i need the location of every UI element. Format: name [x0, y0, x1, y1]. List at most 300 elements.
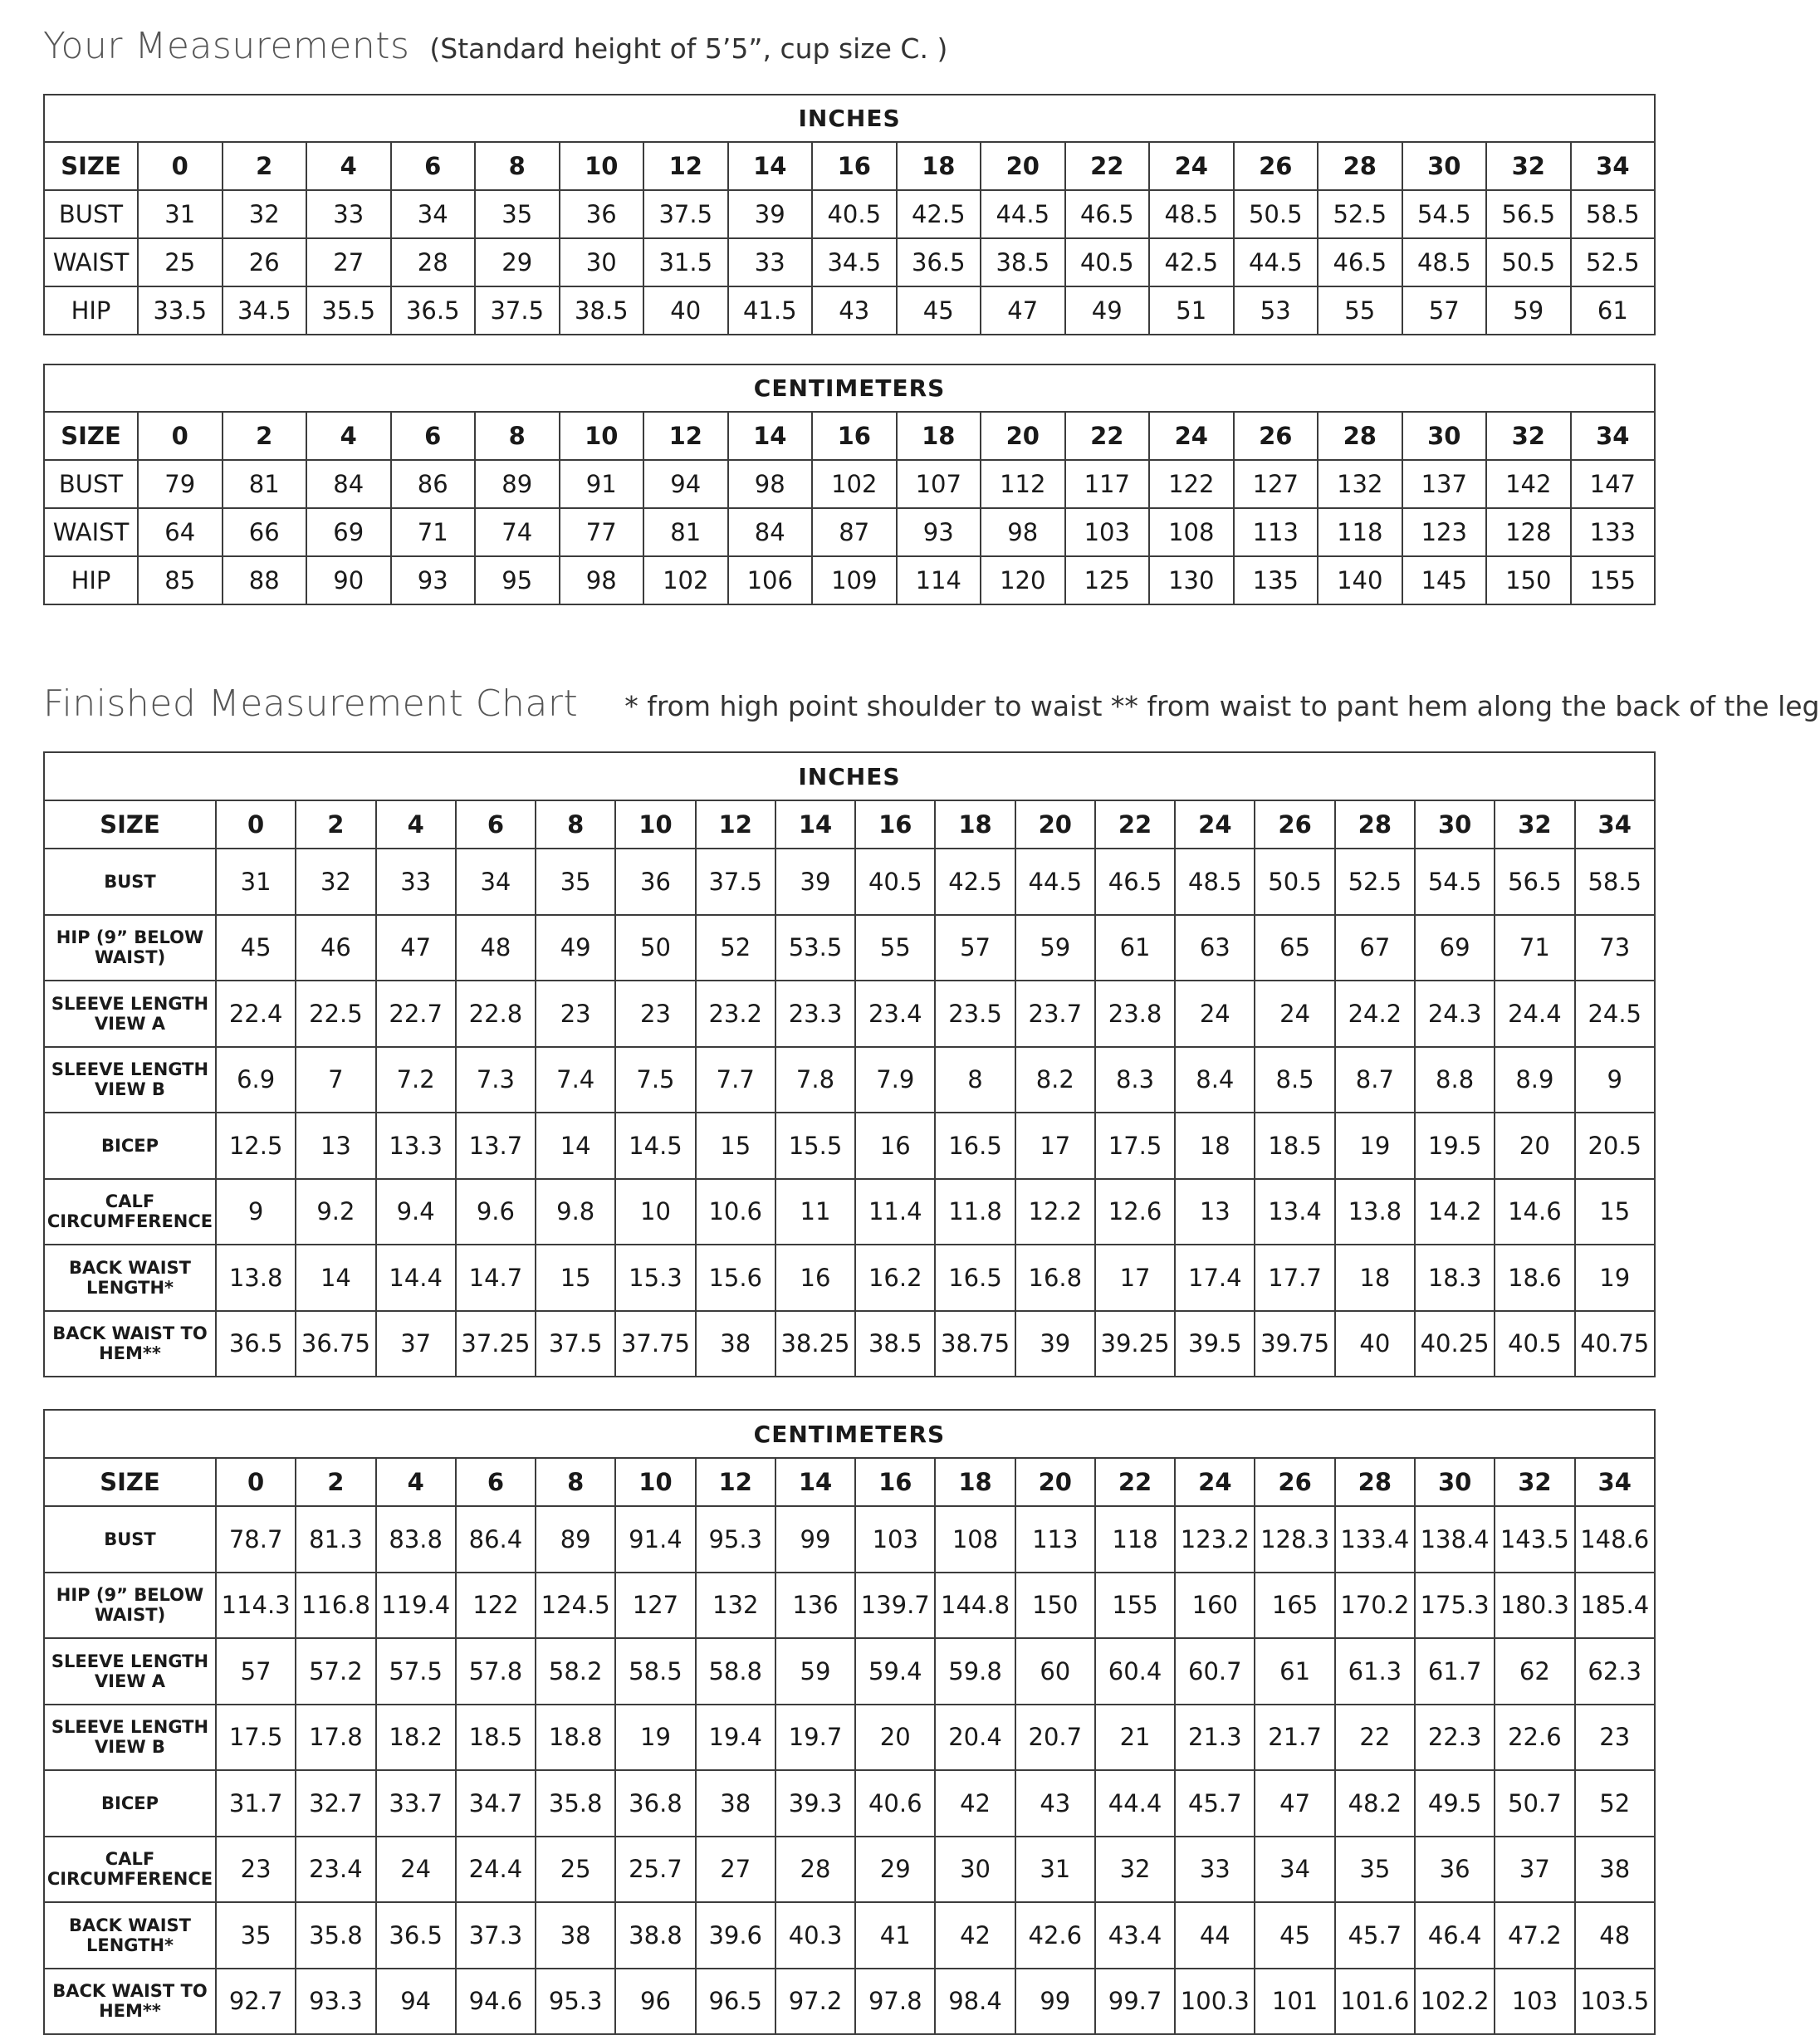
value-cell: 113: [1015, 1506, 1095, 1573]
size-label: SIZE: [44, 142, 138, 190]
value-cell: 24: [376, 1837, 456, 1903]
sleeve-length-view-a-row: [44, 981, 1655, 1047]
unit-header: INCHES: [44, 95, 1655, 142]
value-cell: 39: [728, 190, 813, 238]
calf-circumference-row: [44, 1179, 1655, 1245]
value-cell: 37.5: [696, 849, 775, 915]
row-label: WAIST: [44, 238, 138, 286]
value-cell: 34: [456, 849, 536, 915]
unit-header: INCHES: [44, 752, 1655, 800]
size-0-header: 0: [138, 142, 223, 190]
value-cell: 77: [560, 508, 644, 556]
value-cell: 46: [296, 915, 375, 981]
value-cell: 45: [1255, 1902, 1334, 1969]
size-26-header: 26: [1255, 800, 1334, 849]
size-4-header: 4: [376, 1458, 456, 1506]
value-cell: 58.8: [696, 1638, 775, 1705]
value-cell: 130: [1149, 556, 1234, 604]
size-6-header: 6: [391, 412, 476, 460]
size-10-header: 10: [615, 800, 695, 849]
bust-row: [44, 190, 1655, 238]
size-16-header: 16: [812, 412, 897, 460]
value-cell: 59: [1015, 915, 1095, 981]
value-cell: 14.5: [615, 1113, 695, 1179]
size-header-row: [44, 800, 1655, 849]
value-cell: 10.6: [696, 1179, 775, 1245]
value-cell: 52: [696, 915, 775, 981]
bust-row: [44, 849, 1655, 915]
value-cell: 24: [1255, 981, 1334, 1047]
value-cell: 39.3: [775, 1770, 855, 1837]
value-cell: 42: [935, 1902, 1015, 1969]
value-cell: 50.5: [1234, 190, 1319, 238]
row-label: BUST: [44, 849, 216, 915]
value-cell: 45.7: [1175, 1770, 1255, 1837]
size-34-header: 34: [1571, 142, 1656, 190]
value-cell: 18: [1335, 1245, 1415, 1311]
value-cell: 61: [1255, 1638, 1334, 1705]
size-10-header: 10: [560, 412, 644, 460]
value-cell: 128.3: [1255, 1506, 1334, 1573]
value-cell: 48.2: [1335, 1770, 1415, 1837]
row-label: BACK WAIST LENGTH*: [44, 1245, 216, 1311]
value-cell: 11: [775, 1179, 855, 1245]
value-cell: 23.7: [1015, 981, 1095, 1047]
value-cell: 22.8: [456, 981, 536, 1047]
value-cell: 19: [615, 1705, 695, 1771]
hip-row: [44, 286, 1655, 335]
value-cell: 22.3: [1415, 1705, 1495, 1771]
value-cell: 98: [981, 508, 1065, 556]
value-cell: 155: [1095, 1573, 1175, 1639]
value-cell: 20: [855, 1705, 935, 1771]
value-cell: 38: [696, 1311, 775, 1377]
value-cell: 89: [536, 1506, 615, 1573]
value-cell: 10: [615, 1179, 695, 1245]
value-cell: 25.7: [615, 1837, 695, 1903]
your-measurements-cm-table: [43, 364, 1656, 605]
row-label: CALF CIRCUMFERENCE: [44, 1179, 216, 1245]
size-22-header: 22: [1065, 412, 1150, 460]
size-12-header: 12: [696, 800, 775, 849]
bicep-row: [44, 1113, 1655, 1179]
value-cell: 59.8: [935, 1638, 1015, 1705]
value-cell: 60: [1015, 1638, 1095, 1705]
value-cell: 47.2: [1495, 1902, 1574, 1969]
size-6-header: 6: [456, 800, 536, 849]
value-cell: 128: [1486, 508, 1571, 556]
value-cell: 40.5: [1495, 1311, 1574, 1377]
value-cell: 44.5: [1234, 238, 1319, 286]
value-cell: 54.5: [1402, 190, 1487, 238]
value-cell: 32: [1095, 1837, 1175, 1903]
value-cell: 103: [855, 1506, 935, 1573]
value-cell: 17: [1095, 1245, 1175, 1311]
value-cell: 98.4: [935, 1969, 1015, 2035]
calf-circumference-row: [44, 1837, 1655, 1903]
row-label: SLEEVE LENGTH VIEW A: [44, 981, 216, 1047]
value-cell: 61: [1571, 286, 1656, 335]
size-32-header: 32: [1486, 142, 1571, 190]
value-cell: 42.6: [1015, 1902, 1095, 1969]
value-cell: 41: [855, 1902, 935, 1969]
value-cell: 59: [1486, 286, 1571, 335]
value-cell: 15.6: [696, 1245, 775, 1311]
hip-9-below-waist-row: [44, 915, 1655, 981]
value-cell: 23: [615, 981, 695, 1047]
value-cell: 36.5: [216, 1311, 296, 1377]
value-cell: 14.2: [1415, 1179, 1495, 1245]
value-cell: 150: [1486, 556, 1571, 604]
value-cell: 17.7: [1255, 1245, 1334, 1311]
value-cell: 43: [1015, 1770, 1095, 1837]
value-cell: 58.5: [1575, 849, 1655, 915]
value-cell: 145: [1402, 556, 1487, 604]
value-cell: 14.4: [376, 1245, 456, 1311]
value-cell: 40.5: [855, 849, 935, 915]
value-cell: 18: [1175, 1113, 1255, 1179]
size-10-header: 10: [560, 142, 644, 190]
row-label: BUST: [44, 1506, 216, 1573]
value-cell: 96.5: [696, 1969, 775, 2035]
value-cell: 17.4: [1175, 1245, 1255, 1311]
value-cell: 73: [1575, 915, 1655, 981]
value-cell: 147: [1571, 460, 1656, 508]
value-cell: 113: [1234, 508, 1319, 556]
size-12-header: 12: [696, 1458, 775, 1506]
value-cell: 61.7: [1415, 1638, 1495, 1705]
value-cell: 16.5: [935, 1245, 1015, 1311]
value-cell: 49: [1065, 286, 1150, 335]
size-14-header: 14: [728, 412, 813, 460]
value-cell: 48.5: [1175, 849, 1255, 915]
value-cell: 102: [812, 460, 897, 508]
row-label: HIP: [44, 556, 138, 604]
value-cell: 8.8: [1415, 1047, 1495, 1113]
value-cell: 63: [1175, 915, 1255, 981]
value-cell: 123.2: [1175, 1506, 1255, 1573]
your-measurements-title: Your Measurements: [43, 25, 410, 67]
value-cell: 15: [1575, 1179, 1655, 1245]
size-8-header: 8: [536, 1458, 615, 1506]
hip-9-below-waist-row: [44, 1573, 1655, 1639]
value-cell: 48.5: [1149, 190, 1234, 238]
size-8-header: 8: [536, 800, 615, 849]
size-8-header: 8: [475, 412, 560, 460]
value-cell: 7: [296, 1047, 375, 1113]
value-cell: 118: [1318, 508, 1402, 556]
value-cell: 39.5: [1175, 1311, 1255, 1377]
value-cell: 30: [560, 238, 644, 286]
value-cell: 23: [536, 981, 615, 1047]
size-20-header: 20: [1015, 800, 1095, 849]
value-cell: 35.8: [536, 1770, 615, 1837]
value-cell: 8.9: [1495, 1047, 1574, 1113]
value-cell: 24.4: [1495, 981, 1574, 1047]
value-cell: 23.4: [855, 981, 935, 1047]
value-cell: 33: [1175, 1837, 1255, 1903]
size-label: SIZE: [44, 412, 138, 460]
value-cell: 13.3: [376, 1113, 456, 1179]
unit-header: CENTIMETERS: [44, 364, 1655, 412]
value-cell: 15.5: [775, 1113, 855, 1179]
value-cell: 38: [1575, 1837, 1655, 1903]
row-label: SLEEVE LENGTH VIEW A: [44, 1638, 216, 1705]
value-cell: 36.5: [391, 286, 476, 335]
value-cell: 44: [1175, 1902, 1255, 1969]
back-waist-length-row: [44, 1902, 1655, 1969]
value-cell: 51: [1149, 286, 1234, 335]
row-label: SLEEVE LENGTH VIEW B: [44, 1705, 216, 1771]
value-cell: 46.5: [1318, 238, 1402, 286]
value-cell: 106: [728, 556, 813, 604]
size-4-header: 4: [376, 800, 456, 849]
value-cell: 89: [475, 460, 560, 508]
value-cell: 69: [306, 508, 391, 556]
value-cell: 34.5: [223, 286, 307, 335]
value-cell: 34.5: [812, 238, 897, 286]
value-cell: 35.5: [306, 286, 391, 335]
value-cell: 50: [615, 915, 695, 981]
value-cell: 58.5: [1571, 190, 1656, 238]
value-cell: 37: [1495, 1837, 1574, 1903]
size-30-header: 30: [1415, 1458, 1495, 1506]
value-cell: 23.4: [296, 1837, 375, 1903]
value-cell: 98: [728, 460, 813, 508]
size-label: SIZE: [44, 800, 216, 849]
value-cell: 56.5: [1486, 190, 1571, 238]
value-cell: 17: [1015, 1113, 1095, 1179]
value-cell: 18.5: [456, 1705, 536, 1771]
size-24-header: 24: [1175, 1458, 1255, 1506]
value-cell: 133: [1571, 508, 1656, 556]
value-cell: 118: [1095, 1506, 1175, 1573]
value-cell: 44.5: [981, 190, 1065, 238]
value-cell: 69: [1415, 915, 1495, 981]
size-32-header: 32: [1495, 1458, 1574, 1506]
value-cell: 37.5: [536, 1311, 615, 1377]
value-cell: 116.8: [296, 1573, 375, 1639]
value-cell: 132: [1318, 460, 1402, 508]
value-cell: 52.5: [1335, 849, 1415, 915]
value-cell: 102.2: [1415, 1969, 1495, 2035]
value-cell: 40.5: [812, 190, 897, 238]
your-measurements-heading: [43, 25, 947, 67]
bicep-row: [44, 1770, 1655, 1837]
value-cell: 40: [1335, 1311, 1415, 1377]
size-12-header: 12: [643, 412, 728, 460]
row-label: BICEP: [44, 1770, 216, 1837]
value-cell: 22.7: [376, 981, 456, 1047]
size-32-header: 32: [1495, 800, 1574, 849]
size-28-header: 28: [1335, 1458, 1415, 1506]
value-cell: 7.7: [696, 1047, 775, 1113]
value-cell: 18.8: [536, 1705, 615, 1771]
value-cell: 17.5: [216, 1705, 296, 1771]
value-cell: 142: [1486, 460, 1571, 508]
value-cell: 101.6: [1335, 1969, 1415, 2035]
value-cell: 44.5: [1015, 849, 1095, 915]
size-10-header: 10: [615, 1458, 695, 1506]
value-cell: 7.5: [615, 1047, 695, 1113]
value-cell: 37.25: [456, 1311, 536, 1377]
value-cell: 55: [1318, 286, 1402, 335]
value-cell: 8.3: [1095, 1047, 1175, 1113]
value-cell: 38: [536, 1902, 615, 1969]
size-26-header: 26: [1234, 412, 1319, 460]
back-waist-to-hem-row: [44, 1311, 1655, 1377]
value-cell: 85: [138, 556, 223, 604]
value-cell: 23.2: [696, 981, 775, 1047]
value-cell: 30: [935, 1837, 1015, 1903]
value-cell: 58.2: [536, 1638, 615, 1705]
size-2-header: 2: [223, 412, 307, 460]
value-cell: 24.5: [1575, 981, 1655, 1047]
value-cell: 22: [1335, 1705, 1415, 1771]
value-cell: 148.6: [1575, 1506, 1655, 1573]
value-cell: 43: [812, 286, 897, 335]
value-cell: 26: [223, 238, 307, 286]
value-cell: 17.5: [1095, 1113, 1175, 1179]
value-cell: 34: [1255, 1837, 1334, 1903]
value-cell: 117: [1065, 460, 1150, 508]
size-30-header: 30: [1402, 142, 1487, 190]
value-cell: 24.4: [456, 1837, 536, 1903]
value-cell: 64: [138, 508, 223, 556]
value-cell: 65: [1255, 915, 1334, 981]
value-cell: 15: [696, 1113, 775, 1179]
value-cell: 32.7: [296, 1770, 375, 1837]
value-cell: 74: [475, 508, 560, 556]
value-cell: 49: [536, 915, 615, 981]
value-cell: 114: [897, 556, 981, 604]
value-cell: 132: [696, 1573, 775, 1639]
size-header-row: [44, 412, 1655, 460]
value-cell: 81.3: [296, 1506, 375, 1573]
value-cell: 47: [1255, 1770, 1334, 1837]
size-24-header: 24: [1175, 800, 1255, 849]
value-cell: 39.75: [1255, 1311, 1334, 1377]
value-cell: 96: [615, 1969, 695, 2035]
value-cell: 36.5: [897, 238, 981, 286]
value-cell: 52: [1575, 1770, 1655, 1837]
sleeve-length-view-a-row: [44, 1638, 1655, 1705]
value-cell: 37.3: [456, 1902, 536, 1969]
bust-row: [44, 1506, 1655, 1573]
value-cell: 90: [306, 556, 391, 604]
value-cell: 103: [1495, 1969, 1574, 2035]
size-0-header: 0: [138, 412, 223, 460]
value-cell: 40.25: [1415, 1311, 1495, 1377]
value-cell: 16.8: [1015, 1245, 1095, 1311]
value-cell: 39: [1015, 1311, 1095, 1377]
size-18-header: 18: [897, 142, 981, 190]
value-cell: 97.2: [775, 1969, 855, 2035]
value-cell: 78.7: [216, 1506, 296, 1573]
value-cell: 19.7: [775, 1705, 855, 1771]
value-cell: 81: [223, 460, 307, 508]
size-18-header: 18: [935, 1458, 1015, 1506]
size-16-header: 16: [812, 142, 897, 190]
value-cell: 23: [216, 1837, 296, 1903]
value-cell: 57.8: [456, 1638, 536, 1705]
value-cell: 98: [560, 556, 644, 604]
value-cell: 122: [1149, 460, 1234, 508]
value-cell: 13: [296, 1113, 375, 1179]
value-cell: 94: [643, 460, 728, 508]
value-cell: 40.5: [1065, 238, 1150, 286]
row-label: WAIST: [44, 508, 138, 556]
size-16-header: 16: [855, 800, 935, 849]
value-cell: 46.4: [1415, 1902, 1495, 1969]
value-cell: 155: [1571, 556, 1656, 604]
size-24-header: 24: [1149, 412, 1234, 460]
value-cell: 100.3: [1175, 1969, 1255, 2035]
value-cell: 25: [536, 1837, 615, 1903]
value-cell: 47: [376, 915, 456, 981]
size-20-header: 20: [1015, 1458, 1095, 1506]
row-label: SLEEVE LENGTH VIEW B: [44, 1047, 216, 1113]
size-32-header: 32: [1486, 412, 1571, 460]
value-cell: 21.3: [1175, 1705, 1255, 1771]
value-cell: 79: [138, 460, 223, 508]
size-2-header: 2: [223, 142, 307, 190]
value-cell: 16: [855, 1113, 935, 1179]
value-cell: 84: [728, 508, 813, 556]
value-cell: 27: [696, 1837, 775, 1903]
value-cell: 48.5: [1402, 238, 1487, 286]
value-cell: 140: [1318, 556, 1402, 604]
waist-row: [44, 508, 1655, 556]
value-cell: 103: [1065, 508, 1150, 556]
finished-measurements-inches-table: [43, 751, 1656, 1377]
value-cell: 91.4: [615, 1506, 695, 1573]
value-cell: 21.7: [1255, 1705, 1334, 1771]
size-2-header: 2: [296, 800, 375, 849]
value-cell: 37.5: [475, 286, 560, 335]
value-cell: 9.6: [456, 1179, 536, 1245]
size-34-header: 34: [1571, 412, 1656, 460]
waist-row: [44, 238, 1655, 286]
value-cell: 56.5: [1495, 849, 1574, 915]
value-cell: 50.7: [1495, 1770, 1574, 1837]
value-cell: 34.7: [456, 1770, 536, 1837]
row-label: BACK WAIST TO HEM**: [44, 1969, 216, 2035]
size-30-header: 30: [1402, 412, 1487, 460]
value-cell: 58.5: [615, 1638, 695, 1705]
value-cell: 12.5: [216, 1113, 296, 1179]
hip-row: [44, 556, 1655, 604]
value-cell: 61: [1095, 915, 1175, 981]
finished-measurements-title: Finished Measurement Chart: [43, 682, 579, 725]
value-cell: 23.3: [775, 981, 855, 1047]
value-cell: 18.2: [376, 1705, 456, 1771]
value-cell: 112: [981, 460, 1065, 508]
value-cell: 14.6: [1495, 1179, 1574, 1245]
value-cell: 81: [643, 508, 728, 556]
value-cell: 119.4: [376, 1573, 456, 1639]
value-cell: 46.5: [1095, 849, 1175, 915]
value-cell: 28: [775, 1837, 855, 1903]
value-cell: 45.7: [1335, 1902, 1415, 1969]
size-0-header: 0: [216, 800, 296, 849]
back-waist-to-hem-row: [44, 1969, 1655, 2035]
row-label: BUST: [44, 460, 138, 508]
value-cell: 42.5: [935, 849, 1015, 915]
value-cell: 138.4: [1415, 1506, 1495, 1573]
size-20-header: 20: [981, 142, 1065, 190]
value-cell: 38.5: [855, 1311, 935, 1377]
